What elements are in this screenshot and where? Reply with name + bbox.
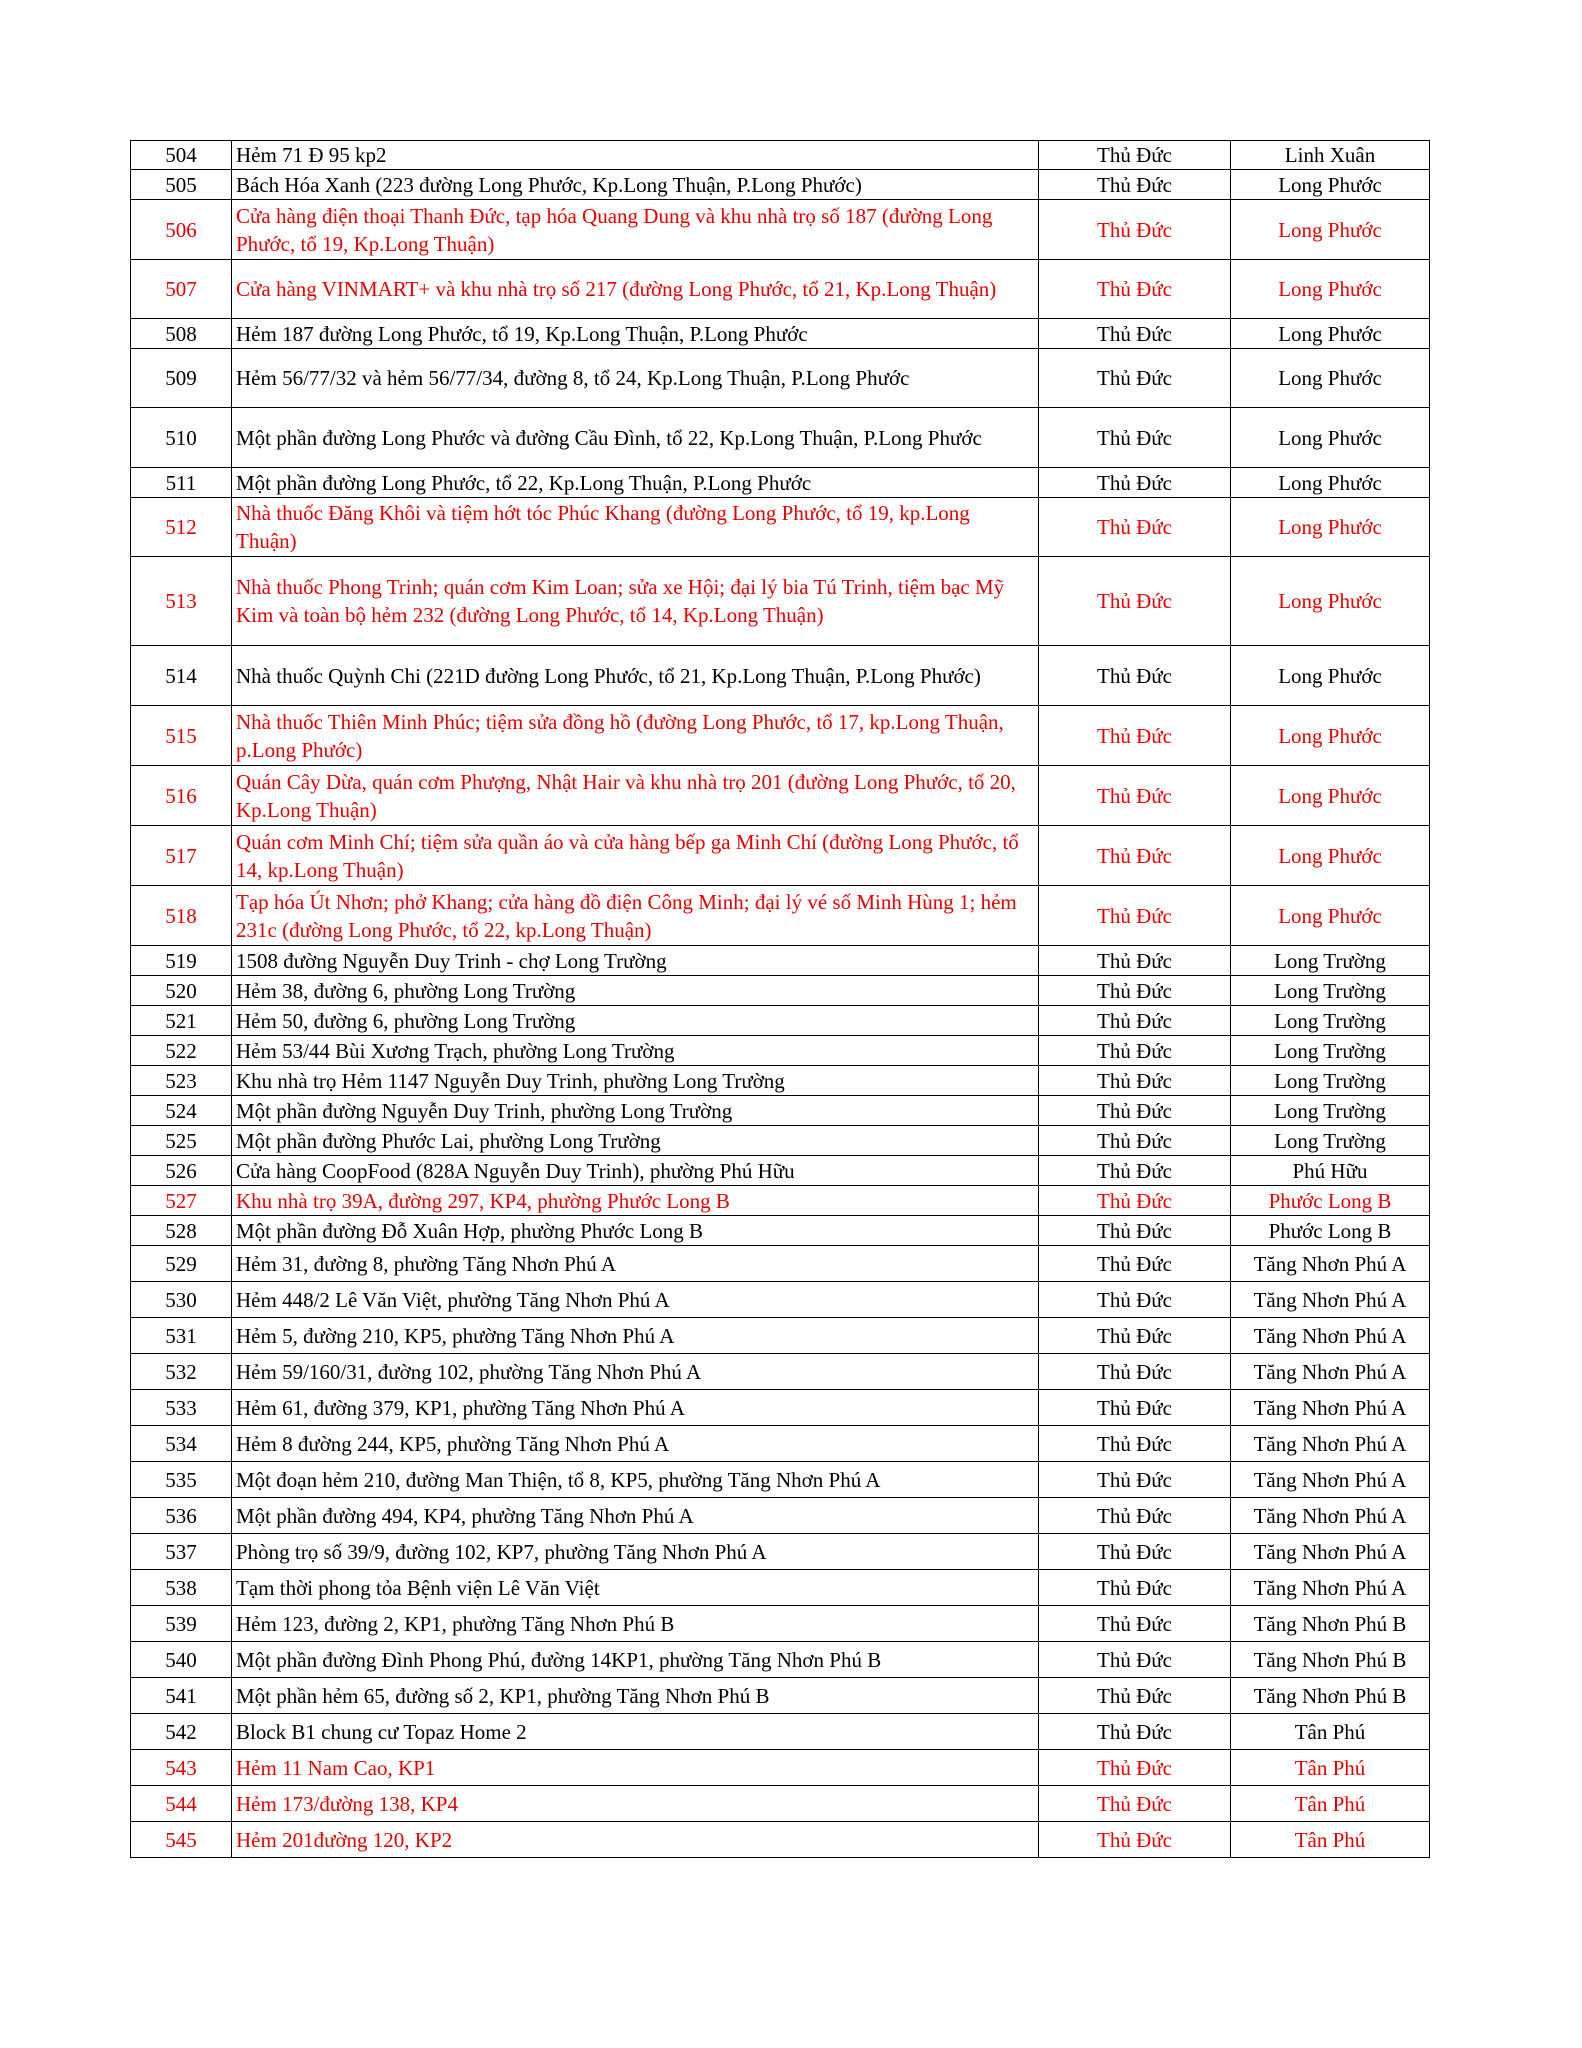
- cell-district: Thủ Đức: [1039, 1714, 1231, 1750]
- cell-number: 512: [131, 498, 232, 557]
- cell-district: Thủ Đức: [1039, 260, 1231, 319]
- cell-location: Một phần đường Long Phước và đường Cầu Đình, tổ 22, Kp.Long Thuận, P.Long Phước: [232, 408, 1039, 468]
- cell-ward: Tăng Nhơn Phú A: [1231, 1246, 1430, 1282]
- cell-number: 505: [131, 170, 232, 200]
- cell-location: Tạp hóa Út Nhơn; phở Khang; cửa hàng đồ điện Công Minh; đại lý vé số Minh Hùng 1; hẻm 231c (đường Long Phước, tổ 22, kp.Long Thuận): [232, 886, 1039, 946]
- cell-number: 516: [131, 766, 232, 826]
- cell-location: Hẻm 5, đường 210, KP5, phường Tăng Nhơn Phú A: [232, 1318, 1039, 1354]
- table-row: [131, 141, 1430, 170]
- table-row: [131, 766, 1430, 826]
- cell-location: Tạm thời phong tỏa Bệnh viện Lê Văn Việt: [232, 1570, 1039, 1606]
- cell-district: Thủ Đức: [1039, 1156, 1231, 1186]
- cell-location: Phòng trọ số 39/9, đường 102, KP7, phường Tăng Nhơn Phú A: [232, 1534, 1039, 1570]
- cell-district: Thủ Đức: [1039, 1534, 1231, 1570]
- cell-district: Thủ Đức: [1039, 349, 1231, 408]
- cell-ward: Long Trường: [1231, 976, 1430, 1006]
- cell-ward: Phú Hữu: [1231, 1156, 1430, 1186]
- cell-location: Hẻm 201đường 120, KP2: [232, 1822, 1039, 1858]
- cell-district: Thủ Đức: [1039, 1606, 1231, 1642]
- cell-district: Thủ Đức: [1039, 976, 1231, 1006]
- cell-number: 508: [131, 319, 232, 349]
- cell-number: 520: [131, 976, 232, 1006]
- cell-district: Thủ Đức: [1039, 1426, 1231, 1462]
- cell-number: 535: [131, 1462, 232, 1498]
- cell-ward: Phước Long B: [1231, 1186, 1430, 1216]
- cell-ward: Long Phước: [1231, 557, 1430, 646]
- cell-ward: Long Phước: [1231, 498, 1430, 557]
- cell-location: Cửa hàng điện thoại Thanh Đức, tạp hóa Quang Dung và khu nhà trọ số 187 (đường Long Phước, tổ 19, Kp.Long Thuận): [232, 200, 1039, 260]
- cell-district: Thủ Đức: [1039, 1126, 1231, 1156]
- cell-ward: Tăng Nhơn Phú A: [1231, 1354, 1430, 1390]
- cell-location: Quán cơm Minh Chí; tiệm sửa quần áo và cửa hàng bếp ga Minh Chí (đường Long Phước, tổ 14, kp.Long Thuận): [232, 826, 1039, 886]
- cell-district: Thủ Đức: [1039, 468, 1231, 498]
- cell-location: Hẻm 53/44 Bùi Xương Trạch, phường Long Trường: [232, 1036, 1039, 1066]
- cell-district: Thủ Đức: [1039, 408, 1231, 468]
- cell-ward: Long Trường: [1231, 1066, 1430, 1096]
- table-row: [131, 1534, 1430, 1570]
- cell-number: 530: [131, 1282, 232, 1318]
- cell-ward: Long Phước: [1231, 170, 1430, 200]
- cell-ward: Long Phước: [1231, 646, 1430, 706]
- cell-number: 529: [131, 1246, 232, 1282]
- cell-location: Hẻm 31, đường 8, phường Tăng Nhơn Phú A: [232, 1246, 1039, 1282]
- cell-number: 544: [131, 1786, 232, 1822]
- cell-ward: Tân Phú: [1231, 1714, 1430, 1750]
- cell-ward: Tăng Nhơn Phú A: [1231, 1426, 1430, 1462]
- table-row: [131, 1714, 1430, 1750]
- cell-number: 534: [131, 1426, 232, 1462]
- cell-number: 528: [131, 1216, 232, 1246]
- cell-location: Hẻm 187 đường Long Phước, tổ 19, Kp.Long Thuận, P.Long Phước: [232, 319, 1039, 349]
- cell-number: 507: [131, 260, 232, 319]
- table-row: [131, 946, 1430, 976]
- cell-location: Bách Hóa Xanh (223 đường Long Phước, Kp.Long Thuận, P.Long Phước): [232, 170, 1039, 200]
- table-row: [131, 1318, 1430, 1354]
- cell-ward: Long Phước: [1231, 408, 1430, 468]
- table-row: [131, 706, 1430, 766]
- table-row: [131, 1216, 1430, 1246]
- cell-district: Thủ Đức: [1039, 946, 1231, 976]
- table-row: [131, 408, 1430, 468]
- table-row: [131, 1678, 1430, 1714]
- table-row: [131, 1426, 1430, 1462]
- cell-number: 542: [131, 1714, 232, 1750]
- cell-number: 537: [131, 1534, 232, 1570]
- cell-location: Block B1 chung cư Topaz Home 2: [232, 1714, 1039, 1750]
- cell-number: 506: [131, 200, 232, 260]
- cell-district: Thủ Đức: [1039, 1750, 1231, 1786]
- table-row: [131, 260, 1430, 319]
- cell-district: Thủ Đức: [1039, 1498, 1231, 1534]
- cell-number: 517: [131, 826, 232, 886]
- table-row: [131, 349, 1430, 408]
- lockdown-areas-table: [130, 140, 1430, 1858]
- cell-ward: Tân Phú: [1231, 1786, 1430, 1822]
- cell-number: 538: [131, 1570, 232, 1606]
- cell-number: 513: [131, 557, 232, 646]
- cell-district: Thủ Đức: [1039, 706, 1231, 766]
- cell-location: Nhà thuốc Thiên Minh Phúc; tiệm sửa đồng hồ (đường Long Phước, tổ 17, kp.Long Thuận, p.Long Phước): [232, 706, 1039, 766]
- table-row: [131, 1156, 1430, 1186]
- cell-number: 532: [131, 1354, 232, 1390]
- cell-district: Thủ Đức: [1039, 1462, 1231, 1498]
- cell-ward: Long Trường: [1231, 1006, 1430, 1036]
- cell-district: Thủ Đức: [1039, 1678, 1231, 1714]
- cell-location: Khu nhà trọ Hẻm 1147 Nguyễn Duy Trinh, phường Long Trường: [232, 1066, 1039, 1096]
- table-row: [131, 170, 1430, 200]
- cell-ward: Long Trường: [1231, 1096, 1430, 1126]
- table-row: [131, 976, 1430, 1006]
- cell-location: Một phần đường Đỗ Xuân Hợp, phường Phước Long B: [232, 1216, 1039, 1246]
- cell-location: 1508 đường Nguyễn Duy Trinh - chợ Long Trường: [232, 946, 1039, 976]
- cell-district: Thủ Đức: [1039, 1066, 1231, 1096]
- cell-location: Một phần đường Long Phước, tổ 22, Kp.Long Thuận, P.Long Phước: [232, 468, 1039, 498]
- cell-ward: Long Phước: [1231, 706, 1430, 766]
- table-row: [131, 1642, 1430, 1678]
- cell-ward: Tăng Nhơn Phú A: [1231, 1570, 1430, 1606]
- table-row: [131, 1498, 1430, 1534]
- cell-location: Hẻm 61, đường 379, KP1, phường Tăng Nhơn Phú A: [232, 1390, 1039, 1426]
- table-body: [131, 141, 1430, 1858]
- cell-number: 543: [131, 1750, 232, 1786]
- cell-ward: Tăng Nhơn Phú A: [1231, 1498, 1430, 1534]
- cell-district: Thủ Đức: [1039, 1006, 1231, 1036]
- cell-ward: Long Phước: [1231, 468, 1430, 498]
- cell-ward: Long Phước: [1231, 766, 1430, 826]
- cell-location: Hẻm 59/160/31, đường 102, phường Tăng Nhơn Phú A: [232, 1354, 1039, 1390]
- table-row: [131, 1786, 1430, 1822]
- cell-district: Thủ Đức: [1039, 319, 1231, 349]
- cell-number: 540: [131, 1642, 232, 1678]
- cell-district: Thủ Đức: [1039, 1390, 1231, 1426]
- cell-ward: Tăng Nhơn Phú B: [1231, 1606, 1430, 1642]
- cell-number: 527: [131, 1186, 232, 1216]
- cell-location: Một phần đường Phước Lai, phường Long Trường: [232, 1126, 1039, 1156]
- cell-number: 519: [131, 946, 232, 976]
- cell-number: 531: [131, 1318, 232, 1354]
- cell-location: Một phần đường Đình Phong Phú, đường 14KP1, phường Tăng Nhơn Phú B: [232, 1642, 1039, 1678]
- cell-number: 524: [131, 1096, 232, 1126]
- cell-number: 526: [131, 1156, 232, 1186]
- cell-district: Thủ Đức: [1039, 1186, 1231, 1216]
- table-row: [131, 468, 1430, 498]
- cell-district: Thủ Đức: [1039, 1096, 1231, 1126]
- cell-ward: Long Phước: [1231, 260, 1430, 319]
- cell-district: Thủ Đức: [1039, 646, 1231, 706]
- cell-ward: Long Phước: [1231, 200, 1430, 260]
- cell-ward: Long Trường: [1231, 1036, 1430, 1066]
- cell-number: 515: [131, 706, 232, 766]
- cell-number: 523: [131, 1066, 232, 1096]
- cell-ward: Tăng Nhơn Phú A: [1231, 1390, 1430, 1426]
- cell-location: Một phần đường Nguyễn Duy Trinh, phường Long Trường: [232, 1096, 1039, 1126]
- cell-district: Thủ Đức: [1039, 1246, 1231, 1282]
- cell-ward: Tăng Nhơn Phú A: [1231, 1534, 1430, 1570]
- table-row: [131, 1462, 1430, 1498]
- cell-location: Cửa hàng VINMART+ và khu nhà trọ số 217 (đường Long Phước, tổ 21, Kp.Long Thuận): [232, 260, 1039, 319]
- cell-district: Thủ Đức: [1039, 557, 1231, 646]
- cell-location: Hẻm 11 Nam Cao, KP1: [232, 1750, 1039, 1786]
- table-row: [131, 1006, 1430, 1036]
- cell-district: Thủ Đức: [1039, 1570, 1231, 1606]
- cell-location: Khu nhà trọ 39A, đường 297, KP4, phường Phước Long B: [232, 1186, 1039, 1216]
- cell-ward: Tân Phú: [1231, 1750, 1430, 1786]
- cell-location: Nhà thuốc Phong Trinh; quán cơm Kim Loan; sửa xe Hội; đại lý bia Tú Trinh, tiệm bạc Mỹ Kim và toàn bộ hẻm 232 (đường Long Phước, tổ 14, Kp.Long Thuận): [232, 557, 1039, 646]
- cell-number: 541: [131, 1678, 232, 1714]
- cell-number: 522: [131, 1036, 232, 1066]
- cell-number: 533: [131, 1390, 232, 1426]
- table-row: [131, 1354, 1430, 1390]
- cell-location: Hẻm 56/77/32 và hẻm 56/77/34, đường 8, tổ 24, Kp.Long Thuận, P.Long Phước: [232, 349, 1039, 408]
- table-row: [131, 1186, 1430, 1216]
- cell-ward: Long Phước: [1231, 886, 1430, 946]
- cell-location: Nhà thuốc Quỳnh Chi (221D đường Long Phước, tổ 21, Kp.Long Thuận, P.Long Phước): [232, 646, 1039, 706]
- cell-district: Thủ Đức: [1039, 1318, 1231, 1354]
- table-row: [131, 498, 1430, 557]
- table-row: [131, 1096, 1430, 1126]
- cell-ward: Phước Long B: [1231, 1216, 1430, 1246]
- cell-number: 504: [131, 141, 232, 170]
- cell-district: Thủ Đức: [1039, 200, 1231, 260]
- table-row: [131, 1390, 1430, 1426]
- table-row: [131, 557, 1430, 646]
- cell-district: Thủ Đức: [1039, 170, 1231, 200]
- cell-ward: Tăng Nhơn Phú A: [1231, 1282, 1430, 1318]
- cell-ward: Long Trường: [1231, 1126, 1430, 1156]
- table-row: [131, 1126, 1430, 1156]
- table-row: [131, 1066, 1430, 1096]
- cell-location: Hẻm 173/đường 138, KP4: [232, 1786, 1039, 1822]
- cell-number: 545: [131, 1822, 232, 1858]
- cell-district: Thủ Đức: [1039, 826, 1231, 886]
- table-row: [131, 646, 1430, 706]
- cell-number: 510: [131, 408, 232, 468]
- cell-number: 536: [131, 1498, 232, 1534]
- table-row: [131, 886, 1430, 946]
- table-row: [131, 1246, 1430, 1282]
- cell-location: Hẻm 38, đường 6, phường Long Trường: [232, 976, 1039, 1006]
- cell-number: 511: [131, 468, 232, 498]
- cell-district: Thủ Đức: [1039, 141, 1231, 170]
- cell-ward: Tăng Nhơn Phú A: [1231, 1318, 1430, 1354]
- cell-ward: Tăng Nhơn Phú A: [1231, 1462, 1430, 1498]
- cell-district: Thủ Đức: [1039, 1282, 1231, 1318]
- table-row: [131, 1570, 1430, 1606]
- cell-district: Thủ Đức: [1039, 766, 1231, 826]
- table-row: [131, 826, 1430, 886]
- cell-location: Một phần hẻm 65, đường số 2, KP1, phường Tăng Nhơn Phú B: [232, 1678, 1039, 1714]
- cell-ward: Long Phước: [1231, 319, 1430, 349]
- cell-ward: Long Trường: [1231, 946, 1430, 976]
- cell-location: Một phần đường 494, KP4, phường Tăng Nhơn Phú A: [232, 1498, 1039, 1534]
- cell-ward: Tân Phú: [1231, 1822, 1430, 1858]
- cell-number: 514: [131, 646, 232, 706]
- table-row: [131, 1822, 1430, 1858]
- cell-district: Thủ Đức: [1039, 1354, 1231, 1390]
- cell-district: Thủ Đức: [1039, 1822, 1231, 1858]
- cell-number: 539: [131, 1606, 232, 1642]
- cell-number: 509: [131, 349, 232, 408]
- cell-ward: Linh Xuân: [1231, 141, 1430, 170]
- cell-ward: Tăng Nhơn Phú B: [1231, 1642, 1430, 1678]
- cell-ward: Tăng Nhơn Phú B: [1231, 1678, 1430, 1714]
- cell-district: Thủ Đức: [1039, 1216, 1231, 1246]
- table-row: [131, 1282, 1430, 1318]
- table-row: [131, 319, 1430, 349]
- cell-location: Hẻm 8 đường 244, KP5, phường Tăng Nhơn Phú A: [232, 1426, 1039, 1462]
- cell-location: Nhà thuốc Đăng Khôi và tiệm hớt tóc Phúc Khang (đường Long Phước, tổ 19, kp.Long Thuận): [232, 498, 1039, 557]
- cell-location: Quán Cây Dừa, quán cơm Phượng, Nhật Hair và khu nhà trọ 201 (đường Long Phước, tổ 20, Kp.Long Thuận): [232, 766, 1039, 826]
- cell-district: Thủ Đức: [1039, 498, 1231, 557]
- table-row: [131, 200, 1430, 260]
- cell-ward: Long Phước: [1231, 826, 1430, 886]
- cell-number: 518: [131, 886, 232, 946]
- table-row: [131, 1750, 1430, 1786]
- cell-district: Thủ Đức: [1039, 1036, 1231, 1066]
- cell-number: 521: [131, 1006, 232, 1036]
- cell-district: Thủ Đức: [1039, 886, 1231, 946]
- cell-location: Cửa hàng CoopFood (828A Nguyễn Duy Trinh), phường Phú Hữu: [232, 1156, 1039, 1186]
- cell-district: Thủ Đức: [1039, 1786, 1231, 1822]
- cell-location: Hẻm 50, đường 6, phường Long Trường: [232, 1006, 1039, 1036]
- cell-number: 525: [131, 1126, 232, 1156]
- cell-ward: Long Phước: [1231, 349, 1430, 408]
- cell-location: Hẻm 71 Đ 95 kp2: [232, 141, 1039, 170]
- table-row: [131, 1606, 1430, 1642]
- cell-district: Thủ Đức: [1039, 1642, 1231, 1678]
- cell-location: Hẻm 123, đường 2, KP1, phường Tăng Nhơn Phú B: [232, 1606, 1039, 1642]
- cell-location: Một đoạn hẻm 210, đường Man Thiện, tổ 8, KP5, phường Tăng Nhơn Phú A: [232, 1462, 1039, 1498]
- cell-location: Hẻm 448/2 Lê Văn Việt, phường Tăng Nhơn Phú A: [232, 1282, 1039, 1318]
- table-row: [131, 1036, 1430, 1066]
